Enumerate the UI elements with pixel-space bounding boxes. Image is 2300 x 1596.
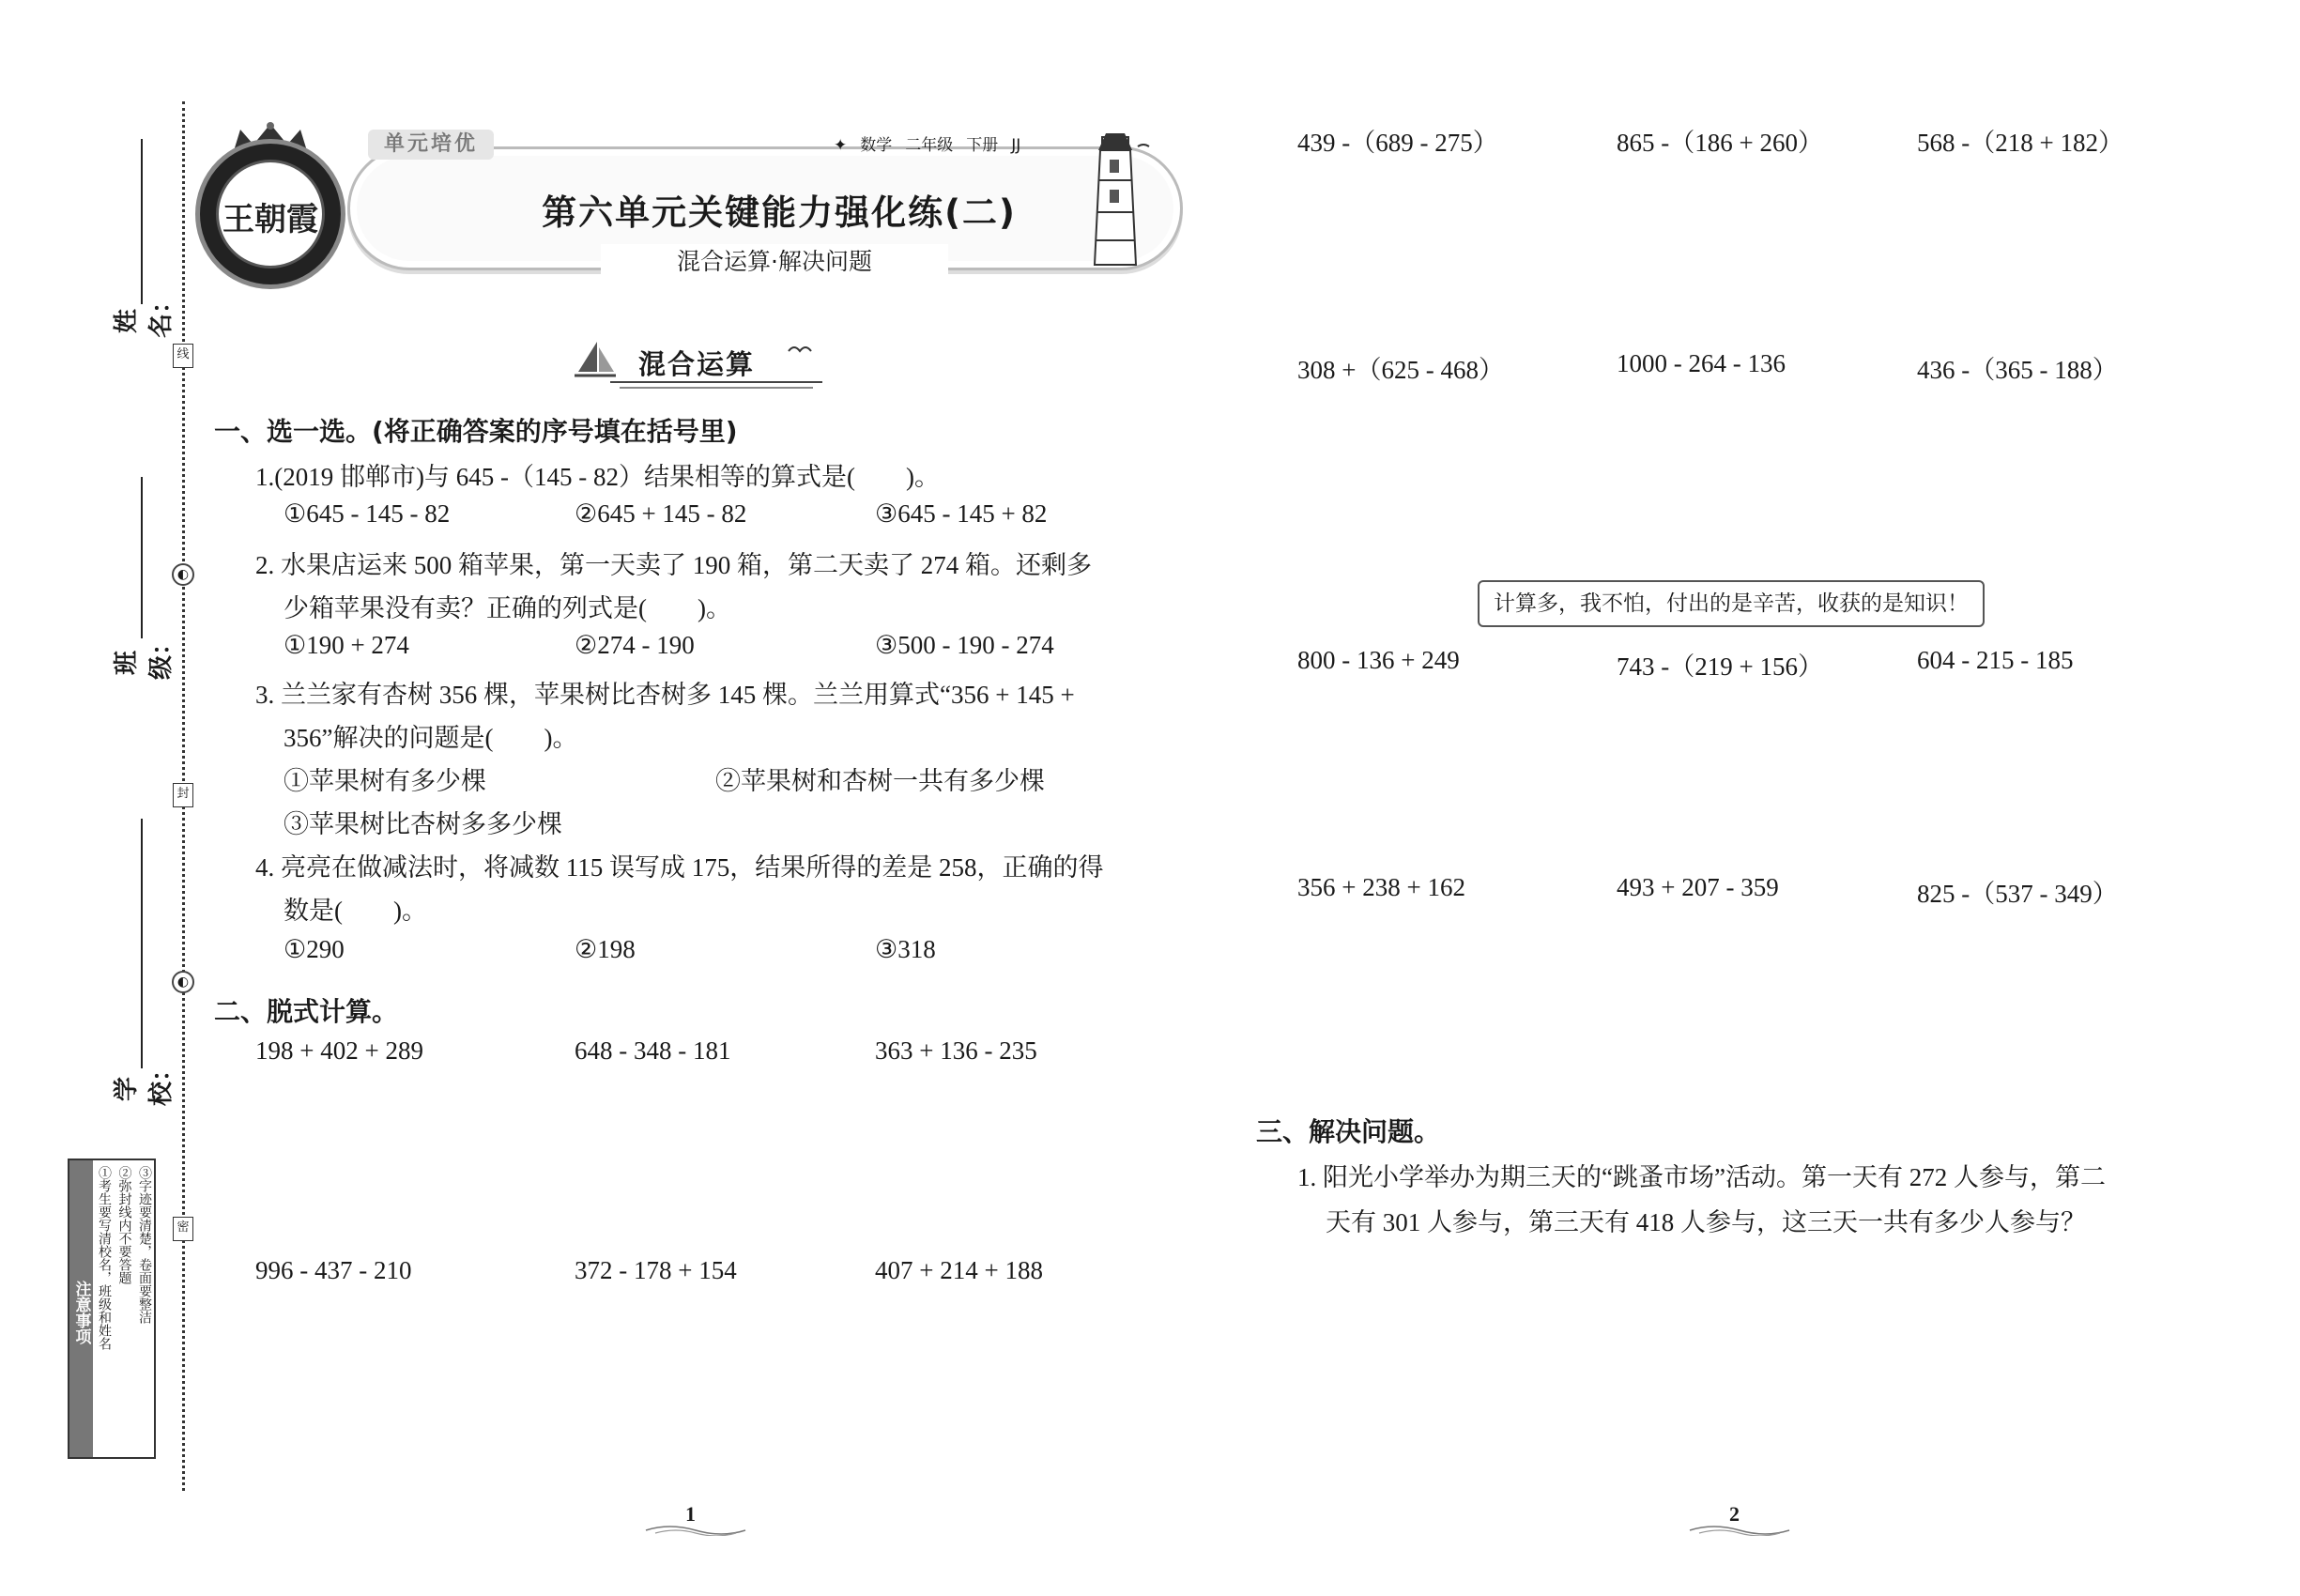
subject-icon: ✦ xyxy=(834,136,848,155)
q3-stem-line1: 3. 兰兰家有杏树 356 棵，苹果树比杏树多 145 棵。兰兰用算式“356 + 145 + xyxy=(255,681,1075,709)
q1-option-c[interactable]: ③645 - 145 + 82 xyxy=(875,499,1048,528)
calc-expression: 198 + 402 + 289 xyxy=(255,1036,423,1065)
bird-icon xyxy=(787,340,817,359)
edition: JJ xyxy=(1011,136,1021,155)
notice-item: ①考生要写清校名，班级和姓名 xyxy=(96,1166,112,1350)
sailboat-icon xyxy=(573,338,620,383)
calc-expression: 308 +（625 - 468） xyxy=(1297,356,1504,384)
calc-expression: 407 + 214 + 188 xyxy=(875,1256,1043,1284)
q2-stem-line2: 少箱苹果没有卖？正确的列式是( )。 xyxy=(284,594,731,622)
notice-item: ②弥封线内不要答题 xyxy=(116,1166,132,1284)
page-title: 第六单元关键能力强化练(二) xyxy=(542,192,1017,233)
calc-expression: 604 - 215 - 185 xyxy=(1917,646,2074,674)
calc-expression: 648 - 348 - 181 xyxy=(575,1036,731,1065)
name-field-line[interactable] xyxy=(141,139,143,304)
cut-mark-seal: 封 xyxy=(173,783,193,807)
class-label: 班 级： xyxy=(113,630,176,680)
brand-logo xyxy=(195,120,353,289)
q2-stem-line1: 2. 水果店运来 500 箱苹果，第一天卖了 190 箱，第二天卖了 274 箱。还剩多 xyxy=(255,551,1092,579)
section-underline xyxy=(610,381,822,383)
calc-expression: 800 - 136 + 249 xyxy=(1297,646,1460,674)
calc-expression: 825 -（537 - 349） xyxy=(1917,880,2118,908)
punch-hole-icon: ◐ xyxy=(172,563,194,586)
lighthouse-icon xyxy=(1078,128,1153,269)
q4-stem-line1: 4. 亮亮在做减法时，将减数 115 误写成 175，结果所得的差是 258，正确的得 xyxy=(255,853,1104,882)
page-number: 1 xyxy=(685,1502,696,1526)
q3-option-c[interactable]: ③苹果树比杏树多多少棵 xyxy=(284,810,562,838)
page-number: 2 xyxy=(1729,1502,1740,1526)
part1-heading: 一、选一选。(将正确答案的序号填在括号里) xyxy=(214,416,738,447)
calc-expression: 439 -（689 - 275） xyxy=(1297,129,1498,157)
section-heading xyxy=(573,338,817,391)
logo-text: 王朝霞 xyxy=(222,201,318,238)
calc-expression: 996 - 437 - 210 xyxy=(255,1256,412,1284)
q1-stem: 1.(2019 邯郸市)与 645 -（145 - 82）结果相等的算式是( )。 xyxy=(255,463,940,491)
calc-expression: 356 + 238 + 162 xyxy=(1297,873,1465,901)
calc-expression: 865 -（186 + 260） xyxy=(1617,129,1823,157)
notice-box xyxy=(68,1159,156,1459)
q3-option-b[interactable]: ②苹果树和杏树一共有多少棵 xyxy=(715,767,1045,795)
q2-option-a[interactable]: ①190 + 274 xyxy=(284,631,409,659)
word-problem-line2: 天有 301 人参与，第三天有 418 人参与，这三天一共有多少人参与？ xyxy=(1326,1208,2086,1236)
word-problem-line1: 1. 阳光小学举办为期三天的“跳蚤市场”活动。第一天有 272 人参与，第二 xyxy=(1297,1163,2106,1191)
q4-option-a[interactable]: ①290 xyxy=(284,935,345,963)
school-label: 学 校： xyxy=(113,1056,176,1106)
grade: 二年级 xyxy=(905,136,954,155)
encouragement-tip: 计算多，我不怕，付出的是辛苦，收获的是知识！ xyxy=(1478,580,1985,627)
calc-expression: 372 - 178 + 154 xyxy=(575,1256,737,1284)
calc-expression: 436 -（365 - 188） xyxy=(1917,356,2118,384)
notice-title: 注意事项 xyxy=(69,1160,93,1457)
calc-expression: 493 + 207 - 359 xyxy=(1617,873,1779,901)
q4-stem-line2: 数是( )。 xyxy=(284,897,427,925)
page-subtitle: 混合运算·解决问题 xyxy=(601,244,948,280)
section-underline xyxy=(620,387,813,389)
page-number-ornament xyxy=(1688,1523,1791,1536)
q1-option-b[interactable]: ②645 + 145 - 82 xyxy=(575,499,747,528)
unit-tag: 单元培优 xyxy=(368,130,494,160)
cut-mark-secret: 密 xyxy=(173,1217,193,1241)
calc-expression: 1000 - 264 - 136 xyxy=(1617,349,1786,377)
punch-hole-icon: ◐ xyxy=(172,971,194,993)
subject-line xyxy=(834,131,1078,155)
q4-option-b[interactable]: ②198 xyxy=(575,935,636,963)
section-heading-text: 混合运算 xyxy=(638,348,756,380)
part3-heading: 三、解决问题。 xyxy=(1256,1116,1441,1147)
calc-expression: 743 -（219 + 156） xyxy=(1617,652,1823,681)
q2-option-b[interactable]: ②274 - 190 xyxy=(575,631,695,659)
notice-item: ③字迹要清楚，卷面要整洁 xyxy=(136,1166,152,1324)
calc-expression: 568 -（218 + 182） xyxy=(1917,129,2124,157)
class-field-line[interactable] xyxy=(141,477,143,638)
q1-option-a[interactable]: ①645 - 145 - 82 xyxy=(284,499,451,528)
volume: 下册 xyxy=(966,136,999,155)
calc-expression: 363 + 136 - 235 xyxy=(875,1036,1037,1065)
q3-stem-line2: 356”解决的问题是( )。 xyxy=(284,724,578,752)
part2-heading: 二、脱式计算。 xyxy=(214,996,399,1027)
school-field-line[interactable] xyxy=(141,819,143,1068)
q4-option-c[interactable]: ③318 xyxy=(875,935,936,963)
cut-mark-line: 线 xyxy=(173,344,193,368)
name-label: 姓 名： xyxy=(113,288,176,338)
q2-option-c[interactable]: ③500 - 190 - 274 xyxy=(875,631,1054,659)
subject-name: 数学 xyxy=(860,136,893,155)
page-number-ornament xyxy=(644,1523,747,1536)
q3-option-a[interactable]: ①苹果树有多少棵 xyxy=(284,767,486,795)
